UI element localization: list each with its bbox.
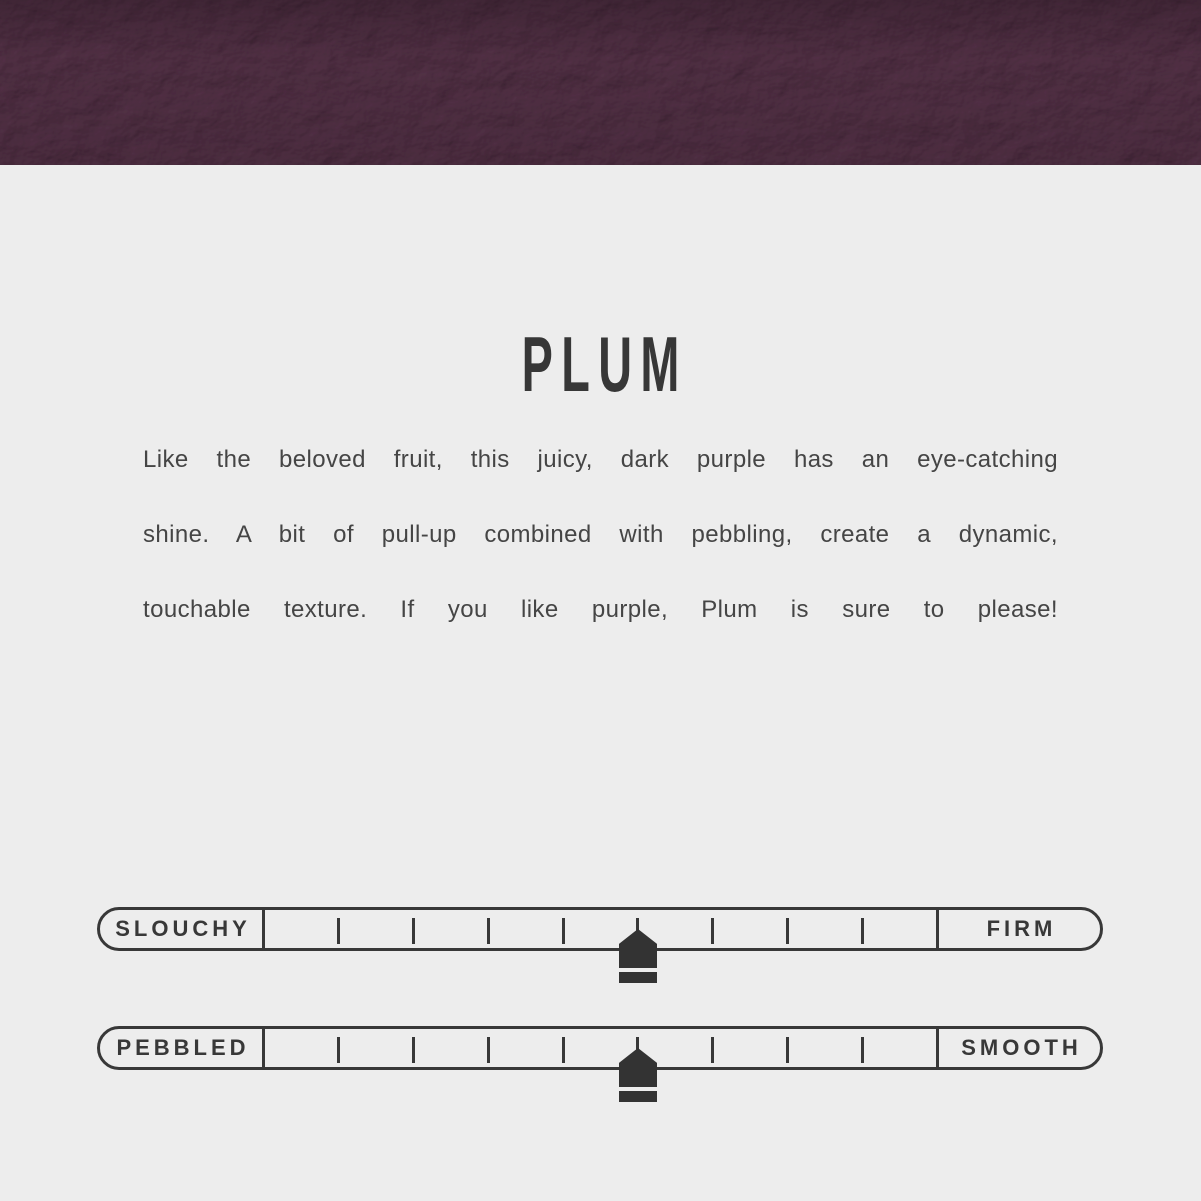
tick-mark: [562, 1037, 565, 1063]
marker-base-bar: [619, 972, 657, 983]
texture-scale-left-section: [100, 1029, 265, 1067]
tick-mark: [786, 1037, 789, 1063]
texture-scale-track: [97, 1026, 1103, 1070]
marker-nib-icon: [619, 929, 657, 968]
texture-scale: [97, 1026, 1103, 1070]
description-line-1: Like the beloved fruit, this juicy, dark purple has an eye-catching: [143, 446, 1058, 473]
color-name-title: PLUM: [521, 320, 688, 409]
color-description: [143, 422, 1058, 647]
texture-marker: [619, 1048, 657, 1102]
leather-texture-banner: [0, 0, 1201, 165]
firm-label: FIRM: [986, 916, 1057, 941]
marker-nib-icon: [619, 1048, 657, 1087]
texture-scale-tick-zone: [265, 1029, 936, 1067]
firmness-scale-right-section: [936, 910, 1100, 948]
firmness-scale-track: [97, 907, 1103, 951]
description-line-2: shine. A bit of pull-up combined with pebbling, create a dynamic,: [143, 521, 1058, 548]
tick-mark: [562, 918, 565, 944]
tick-mark: [412, 1037, 415, 1063]
slouchy-label: SLOUCHY: [115, 916, 251, 941]
tick-mark: [337, 918, 340, 944]
marker-base-bar: [619, 1091, 657, 1102]
tick-mark: [412, 918, 415, 944]
pebbled-label: PEBBLED: [116, 1035, 250, 1060]
tick-mark: [711, 918, 714, 944]
tick-mark: [487, 918, 490, 944]
texture-scale-right-section: [936, 1029, 1100, 1067]
tick-mark: [711, 1037, 714, 1063]
firmness-scale: [97, 907, 1103, 951]
smooth-label: SMOOTH: [961, 1035, 1082, 1060]
tick-mark: [861, 918, 864, 944]
description-line-3: touchable texture. If you like purple, Plum is sure to please!: [143, 596, 1058, 623]
tick-mark: [861, 1037, 864, 1063]
firmness-scale-left-section: [100, 910, 265, 948]
firmness-scale-tick-zone: [265, 910, 936, 948]
tick-mark: [337, 1037, 340, 1063]
tick-mark: [786, 918, 789, 944]
tick-mark: [487, 1037, 490, 1063]
firmness-marker: [619, 929, 657, 983]
